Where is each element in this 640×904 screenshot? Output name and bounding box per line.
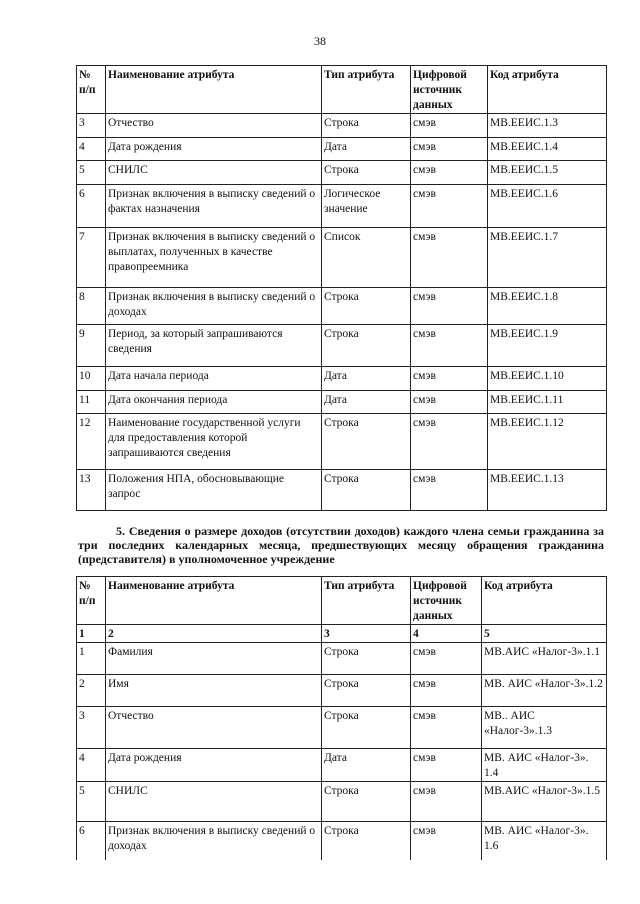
cell-number: 4 <box>77 138 106 161</box>
cell-number: 6 <box>77 185 106 228</box>
cell-number: 13 <box>77 470 106 511</box>
cell-attribute-type: Логическое значение <box>322 185 411 228</box>
cell-data-source: смэв <box>411 391 488 414</box>
cell-attribute-name: СНИЛС <box>106 782 322 822</box>
cell-attribute-type: Строка <box>322 782 411 822</box>
cell-number: 3 <box>77 114 106 138</box>
cell-data-source: смэв <box>411 161 488 185</box>
cell-attribute-type: Строка <box>322 161 411 185</box>
cell-attribute-code: МВ. АИС «Налог-3». 1.6 <box>482 822 607 860</box>
cell-attribute-code: МВ.ЕЕИС.1.11 <box>488 391 607 414</box>
cell-attribute-type: Строка <box>322 707 411 749</box>
cell-attribute-type: Строка <box>322 414 411 470</box>
cell-data-source: смэв <box>411 749 482 782</box>
cell-attribute-name: Период, за который запрашиваются сведения <box>106 325 322 367</box>
cell-attribute-name: Наименование государственной услуги для предоставления которой запрашиваются сведения <box>106 414 322 470</box>
cell-data-source: смэв <box>411 288 488 325</box>
cell-attribute-name: Дата рождения <box>106 749 322 782</box>
header-attribute-type: Тип атрибута <box>322 577 411 625</box>
cell-number: 12 <box>77 414 106 470</box>
column-number: 5 <box>482 625 607 643</box>
cell-number: 5 <box>77 161 106 185</box>
cell-data-source: смэв <box>411 367 488 391</box>
cell-attribute-name: Дата окончания периода <box>106 391 322 414</box>
table-header-row <box>77 577 607 625</box>
cell-attribute-type: Дата <box>322 749 411 782</box>
cell-attribute-name: Отчество <box>106 707 322 749</box>
cell-attribute-code: МВ.ЕЕИС.1.9 <box>488 325 607 367</box>
cell-attribute-code: МВ. АИС «Налог-3». 1.4 <box>482 749 607 782</box>
cell-number: 4 <box>77 749 106 782</box>
header-attribute-name: Наименование атрибута <box>106 577 322 625</box>
table-row <box>77 675 607 707</box>
cell-attribute-code: МВ.ЕЕИС.1.4 <box>488 138 607 161</box>
cell-attribute-code: МВ.АИС «Налог-3».1.1 <box>482 643 607 675</box>
header-attribute-name: Наименование атрибута <box>106 66 322 114</box>
cell-number: 8 <box>77 288 106 325</box>
cell-data-source: смэв <box>411 707 482 749</box>
cell-attribute-code: МВ.ЕЕИС.1.7 <box>488 228 607 288</box>
table-row <box>77 782 607 822</box>
cell-data-source: смэв <box>411 138 488 161</box>
cell-attribute-code: МВ.. АИС «Налог-3».1.3 <box>482 707 607 749</box>
cell-attribute-type: Список <box>322 228 411 288</box>
cell-data-source: смэв <box>411 470 488 511</box>
attributes-table-2 <box>76 576 607 860</box>
cell-number: 7 <box>77 228 106 288</box>
header-data-source: Цифровой источник данных <box>411 66 488 114</box>
cell-data-source: смэв <box>411 185 488 228</box>
column-number: 4 <box>411 625 482 643</box>
cell-data-source: смэв <box>411 822 482 860</box>
cell-attribute-type: Строка <box>322 114 411 138</box>
cell-attribute-name: Фамилия <box>106 643 322 675</box>
cell-number: 1 <box>77 643 106 675</box>
cell-data-source: смэв <box>411 782 482 822</box>
table-row <box>77 414 607 470</box>
cell-data-source: смэв <box>411 414 488 470</box>
section-5-heading-text: 5. Сведения о размере доходов (отсутствии доходов) каждого члена семьи гражданина за три последних календарных месяца, предшествующих месяцу обращения гражданина (представителя) в уполномоченное учреждение <box>78 524 604 566</box>
table-row <box>77 822 607 860</box>
cell-attribute-name: Имя <box>106 675 322 707</box>
cell-attribute-type: Строка <box>322 325 411 367</box>
cell-attribute-code: МВ.ЕЕИС.1.13 <box>488 470 607 511</box>
cell-data-source: смэв <box>411 114 488 138</box>
table-row <box>77 228 607 288</box>
cell-number: 5 <box>77 782 106 822</box>
header-number: № п/п <box>77 66 106 114</box>
cell-number: 3 <box>77 707 106 749</box>
attributes-table-1 <box>76 65 607 511</box>
cell-attribute-name: Признак включения в выписку сведений о фактах назначения <box>106 185 322 228</box>
table-row <box>77 391 607 414</box>
cell-data-source: смэв <box>411 643 482 675</box>
table-header-row <box>77 66 607 114</box>
cell-attribute-code: МВ.ЕЕИС.1.10 <box>488 367 607 391</box>
cell-attribute-code: МВ.ЕЕИС.1.8 <box>488 288 607 325</box>
cell-attribute-name: Дата рождения <box>106 138 322 161</box>
cell-attribute-name: Признак включения в выписку сведений о выплатах, полученных в качестве правопреемника <box>106 228 322 288</box>
table-row <box>77 749 607 782</box>
table-row <box>77 643 607 675</box>
cell-data-source: смэв <box>411 228 488 288</box>
cell-number: 6 <box>77 822 106 860</box>
cell-attribute-name: Признак включения в выписку сведений о доходах <box>106 822 322 860</box>
cell-attribute-name: СНИЛС <box>106 161 322 185</box>
table-row <box>77 114 607 138</box>
cell-attribute-name: Дата начала периода <box>106 367 322 391</box>
column-number: 3 <box>322 625 411 643</box>
cell-number: 2 <box>77 675 106 707</box>
column-number: 2 <box>106 625 322 643</box>
table-row <box>77 161 607 185</box>
header-attribute-code: Код атрибута <box>482 577 607 625</box>
page-number: 38 <box>314 34 326 48</box>
cell-attribute-type: Строка <box>322 643 411 675</box>
table-row <box>77 138 607 161</box>
cell-attribute-type: Строка <box>322 470 411 511</box>
cell-attribute-type: Дата <box>322 138 411 161</box>
cell-attribute-type: Строка <box>322 288 411 325</box>
cell-attribute-code: МВ.ЕЕИС.1.5 <box>488 161 607 185</box>
cell-attribute-name: Отчество <box>106 114 322 138</box>
cell-attribute-name: Положения НПА, обосновывающие запрос <box>106 470 322 511</box>
cell-attribute-type: Строка <box>322 822 411 860</box>
header-attribute-code: Код атрибута <box>488 66 607 114</box>
header-data-source: Цифровой источник данных <box>411 577 482 625</box>
column-numbering-row <box>77 625 607 643</box>
cell-attribute-code: МВ.ЕЕИС.1.12 <box>488 414 607 470</box>
cell-data-source: смэв <box>411 675 482 707</box>
cell-number: 10 <box>77 367 106 391</box>
column-number: 1 <box>77 625 106 643</box>
table-row <box>77 470 607 511</box>
header-attribute-type: Тип атрибута <box>322 66 411 114</box>
table-row <box>77 367 607 391</box>
cell-number: 9 <box>77 325 106 367</box>
section-5-heading <box>78 524 604 566</box>
cell-attribute-name: Признак включения в выписку сведений о доходах <box>106 288 322 325</box>
table-row <box>77 325 607 367</box>
table-row <box>77 288 607 325</box>
cell-attribute-type: Дата <box>322 391 411 414</box>
cell-attribute-code: МВ. АИС «Налог-3».1.2 <box>482 675 607 707</box>
cell-data-source: смэв <box>411 325 488 367</box>
cell-attribute-type: Дата <box>322 367 411 391</box>
cell-number: 11 <box>77 391 106 414</box>
table-row <box>77 707 607 749</box>
table-row <box>77 185 607 228</box>
cell-attribute-code: МВ.ЕЕИС.1.6 <box>488 185 607 228</box>
cell-attribute-code: МВ.ЕЕИС.1.3 <box>488 114 607 138</box>
cell-attribute-type: Строка <box>322 675 411 707</box>
cell-attribute-code: МВ.АИС «Налог-3».1.5 <box>482 782 607 822</box>
header-number: № п/п <box>77 577 106 625</box>
